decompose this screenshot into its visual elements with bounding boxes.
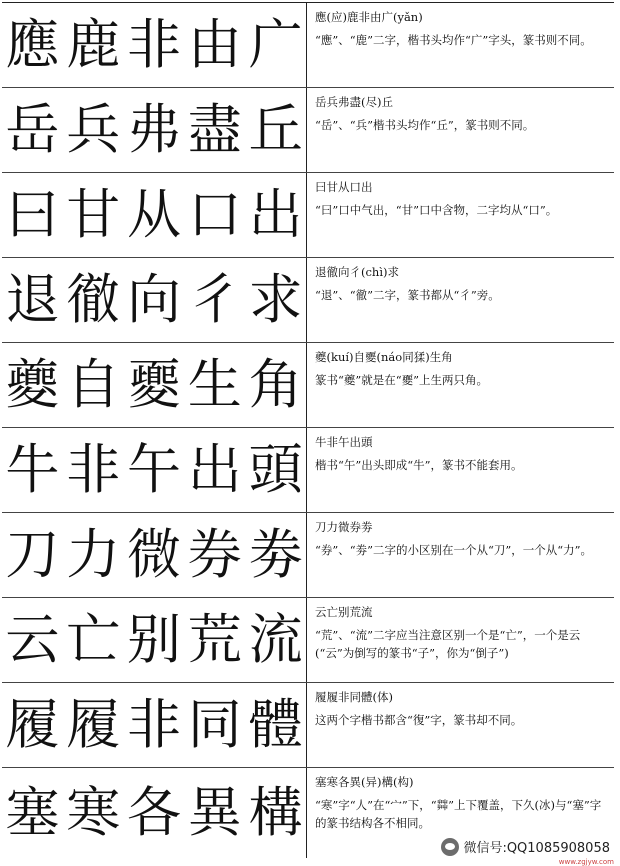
seal-glyph-group — [2, 598, 306, 682]
seal-glyph: 異 — [187, 781, 242, 844]
note-body: “券”、“劵”二字的小区别在一个从“刀”，一个从“力”。 — [315, 543, 593, 557]
seal-glyph: 退 — [5, 268, 60, 331]
note-title: 夔(kuí)自夒(náo同猱)生角 — [315, 350, 453, 364]
seal-glyph: 應 — [5, 13, 60, 76]
seal-glyph: 夒 — [126, 353, 181, 416]
seal-glyph: 别 — [126, 608, 181, 671]
note-cell — [306, 258, 614, 342]
seal-glyph: 彳 — [187, 268, 242, 331]
note-cell — [306, 173, 614, 257]
seal-glyph: 午 — [126, 438, 181, 501]
note-body: 篆书“夔”就是在“夒”上生两只角。 — [315, 373, 489, 387]
seal-glyph: 微 — [126, 523, 181, 586]
seal-glyph: 出 — [248, 183, 303, 246]
seal-glyph: 丘 — [248, 98, 303, 161]
seal-glyph: 券 — [187, 523, 242, 586]
seal-glyph: 構 — [248, 781, 303, 844]
seal-script-table — [2, 2, 614, 858]
note-body: “應”、“鹿”二字，楷书头均作“广”字头，篆书则不同。 — [315, 33, 592, 47]
seal-glyph: 自 — [66, 353, 121, 416]
note-body: “曰”口中气出，“甘”口中含物，二字均从“口”。 — [315, 203, 558, 217]
wechat-watermark — [437, 835, 614, 858]
seal-glyph: 徹 — [66, 268, 121, 331]
seal-glyph: 刀 — [5, 523, 60, 586]
note-cell — [306, 598, 614, 682]
note-title: 岳兵弗盡(尽)丘 — [315, 95, 393, 109]
note-title: 塞寒各異(异)構(构) — [315, 775, 414, 789]
seal-glyph: 寒 — [66, 781, 121, 844]
seal-glyph: 流 — [248, 608, 303, 671]
seal-glyph: 亡 — [66, 608, 121, 671]
seal-glyph: 弗 — [126, 98, 181, 161]
note-cell — [306, 3, 614, 87]
table-row — [2, 683, 614, 768]
note-cell — [306, 88, 614, 172]
seal-glyph: 體 — [248, 693, 303, 756]
note-title: 刀力微券劵 — [315, 520, 373, 534]
seal-glyph: 頭 — [248, 438, 303, 501]
note-title: 履履非同體(体) — [315, 690, 393, 704]
seal-glyph: 从 — [126, 183, 181, 246]
seal-glyph: 夔 — [5, 353, 60, 416]
table-row — [2, 428, 614, 513]
table-row — [2, 3, 614, 88]
seal-glyph: 非 — [126, 693, 181, 756]
seal-glyph: 履 — [5, 693, 60, 756]
seal-glyph-group — [2, 173, 306, 257]
seal-glyph: 由 — [187, 13, 242, 76]
note-title: 曰甘从口出 — [315, 180, 373, 194]
seal-glyph-group — [2, 768, 306, 858]
table-row — [2, 258, 614, 343]
table-row — [2, 88, 614, 173]
note-title: 牛非午出頭 — [315, 435, 373, 449]
seal-glyph: 鹿 — [66, 13, 121, 76]
seal-glyph: 角 — [248, 353, 303, 416]
seal-glyph-group — [2, 88, 306, 172]
seal-glyph: 非 — [126, 13, 181, 76]
note-cell — [306, 343, 614, 427]
note-cell — [306, 683, 614, 767]
table-row — [2, 513, 614, 598]
seal-glyph-group — [2, 258, 306, 342]
seal-glyph: 岳 — [5, 98, 60, 161]
seal-glyph: 生 — [187, 353, 242, 416]
watermark-text: 微信号:QQ1085908058 — [463, 841, 610, 856]
seal-glyph: 塞 — [5, 781, 60, 844]
wechat-icon — [441, 838, 459, 856]
seal-glyph-group — [2, 3, 306, 87]
seal-glyph: 广 — [248, 13, 303, 76]
note-body: “荒”、“流”二字应当注意区别一个是“亡”，一个是云(“云”为倒写的篆书“子”，你为“倒子”) — [315, 628, 581, 660]
seal-glyph: 牛 — [5, 438, 60, 501]
note-body: “岳”、“兵”楷书头均作“丘”，篆书则不同。 — [315, 118, 535, 132]
seal-glyph: 荒 — [187, 608, 242, 671]
seal-glyph: 同 — [187, 693, 242, 756]
table-row — [2, 598, 614, 683]
seal-glyph: 曰 — [5, 183, 60, 246]
seal-glyph: 非 — [66, 438, 121, 501]
note-body: 楷书“午”出头即成“牛”，篆书不能套用。 — [315, 458, 523, 472]
seal-glyph: 盡 — [187, 98, 242, 161]
seal-glyph: 履 — [66, 693, 121, 756]
seal-glyph: 甘 — [66, 183, 121, 246]
note-title: 應(应)鹿非由广(yǎn) — [315, 10, 423, 24]
note-cell — [306, 428, 614, 512]
seal-glyph: 力 — [66, 523, 121, 586]
seal-glyph-group — [2, 513, 306, 597]
seal-glyph: 求 — [248, 268, 303, 331]
note-title: 退徹向彳(chì)求 — [315, 265, 399, 279]
watermark-site: www.zgjyw.com — [558, 858, 614, 866]
note-cell — [306, 513, 614, 597]
seal-glyph: 兵 — [66, 98, 121, 161]
seal-glyph: 向 — [126, 268, 181, 331]
table-row — [2, 343, 614, 428]
note-title: 云亡别荒流 — [315, 605, 373, 619]
note-body: 这两个字楷书都含“復”字，篆书却不同。 — [315, 713, 523, 727]
seal-glyph: 出 — [187, 438, 242, 501]
seal-glyph-group — [2, 428, 306, 512]
table-row — [2, 173, 614, 258]
seal-glyph-group — [2, 683, 306, 767]
seal-glyph: 各 — [126, 781, 181, 844]
seal-glyph-group — [2, 343, 306, 427]
seal-glyph: 劵 — [248, 523, 303, 586]
note-body: “退”、“徹”二字，篆书都从“彳”旁。 — [315, 288, 500, 302]
note-body: “寒”字“人”在“宀”下，“茻”上下覆盖，下久(冰)与“塞”字的篆书结构各不相同。 — [315, 798, 602, 830]
seal-glyph: 云 — [5, 608, 60, 671]
seal-glyph: 口 — [187, 183, 242, 246]
